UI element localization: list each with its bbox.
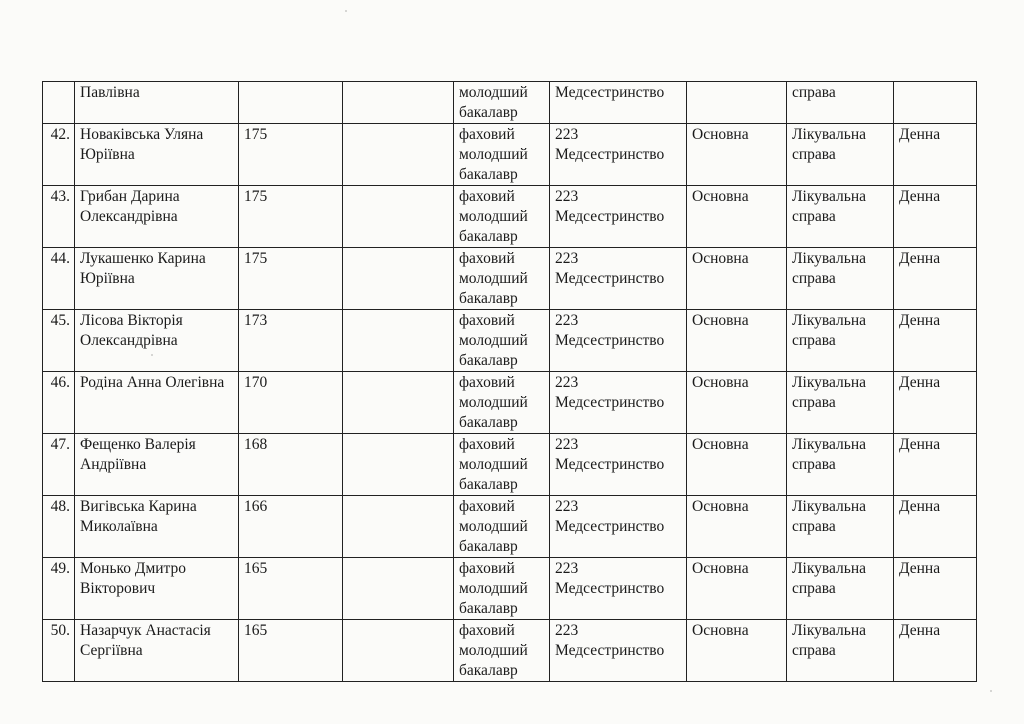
cell-basis: Основна [687,124,787,186]
cell-score: 165 [239,620,343,682]
table-row [43,558,977,620]
cell-specialty: 223 Медсестринство [550,124,687,186]
cell-specialty: 223 Медсестринство [550,372,687,434]
cell-basis: Основна [687,558,787,620]
cell-program: Лікувальна справа [787,558,894,620]
cell-number: 43. [43,186,75,248]
cell-form: Денна [894,620,977,682]
cell-basis: Основна [687,620,787,682]
cell-basis [687,82,787,124]
cell-program: Лікувальна справа [787,124,894,186]
table-row [43,620,977,682]
table-row-continued [43,82,977,124]
cell-score: 165 [239,558,343,620]
applicants-table [42,81,977,682]
cell-specialty: 223 Медсестринство [550,310,687,372]
cell-number: 49. [43,558,75,620]
cell-form: Денна [894,124,977,186]
cell-program: Лікувальна справа [787,372,894,434]
cell-degree: фаховий молодший бакалавр [454,372,550,434]
cell-score: 173 [239,310,343,372]
cell-blank [343,248,454,310]
cell-degree: фаховий молодший бакалавр [454,496,550,558]
cell-form: Денна [894,434,977,496]
table-body [43,82,977,682]
cell-name: Назарчук Анастасія Сергіївна [75,620,239,682]
cell-program: Лікувальна справа [787,310,894,372]
cell-degree: фаховий молодший бакалавр [454,310,550,372]
cell-specialty: 223 Медсестринство [550,620,687,682]
cell-number: 44. [43,248,75,310]
cell-form: Денна [894,310,977,372]
cell-specialty: 223 Медсестринство [550,434,687,496]
cell-degree: молодший бакалавр [454,82,550,124]
cell-name: Павлівна [75,82,239,124]
cell-degree: фаховий молодший бакалавр [454,186,550,248]
cell-score: 170 [239,372,343,434]
cell-number: 50. [43,620,75,682]
cell-program: Лікувальна справа [787,248,894,310]
cell-name: Лукашенко Карина Юріївна [75,248,239,310]
table-row [43,434,977,496]
cell-blank [343,558,454,620]
cell-number: 46. [43,372,75,434]
cell-number [43,82,75,124]
table-row [43,310,977,372]
cell-specialty: 223 Медсестринство [550,558,687,620]
cell-program: Лікувальна справа [787,620,894,682]
cell-number: 48. [43,496,75,558]
cell-blank [343,372,454,434]
cell-blank [343,496,454,558]
cell-specialty: 223 Медсестринство [550,496,687,558]
cell-basis: Основна [687,372,787,434]
cell-basis: Основна [687,310,787,372]
cell-degree: фаховий молодший бакалавр [454,558,550,620]
cell-blank [343,186,454,248]
cell-specialty: 223 Медсестринство [550,248,687,310]
cell-program: справа [787,82,894,124]
cell-basis: Основна [687,186,787,248]
cell-form [894,82,977,124]
cell-blank [343,434,454,496]
cell-specialty: Медсестринство [550,82,687,124]
cell-score: 175 [239,248,343,310]
cell-degree: фаховий молодший бакалавр [454,248,550,310]
cell-score: 166 [239,496,343,558]
cell-form: Денна [894,248,977,310]
cell-name: Грибан Дарина Олександрівна [75,186,239,248]
cell-degree: фаховий молодший бакалавр [454,124,550,186]
cell-basis: Основна [687,248,787,310]
cell-score: 168 [239,434,343,496]
cell-number: 42. [43,124,75,186]
table-row [43,372,977,434]
table-row [43,124,977,186]
cell-program: Лікувальна справа [787,186,894,248]
cell-degree: фаховий молодший бакалавр [454,434,550,496]
cell-blank [343,124,454,186]
table-row [43,248,977,310]
cell-name: Монько Дмитро Вікторович [75,558,239,620]
cell-name: Родіна Анна Олегівна [75,372,239,434]
cell-degree: фаховий молодший бакалавр [454,620,550,682]
cell-name: Новаківська Уляна Юріївна [75,124,239,186]
cell-form: Денна [894,186,977,248]
cell-score: 175 [239,186,343,248]
cell-form: Денна [894,496,977,558]
cell-program: Лікувальна справа [787,434,894,496]
cell-specialty: 223 Медсестринство [550,186,687,248]
cell-blank [343,620,454,682]
cell-blank [343,310,454,372]
table-row [43,496,977,558]
scan-speck [345,10,347,12]
cell-score: 175 [239,124,343,186]
cell-score [239,82,343,124]
cell-name: Фещенко Валерія Андріївна [75,434,239,496]
cell-name: Лісова Вікторія Олександрівна [75,310,239,372]
cell-form: Денна [894,372,977,434]
table-row [43,186,977,248]
cell-basis: Основна [687,496,787,558]
scan-speck [990,690,992,692]
cell-number: 45. [43,310,75,372]
cell-name: Вигівська Карина Миколаївна [75,496,239,558]
cell-program: Лікувальна справа [787,496,894,558]
cell-number: 47. [43,434,75,496]
cell-form: Денна [894,558,977,620]
cell-blank [343,82,454,124]
cell-basis: Основна [687,434,787,496]
